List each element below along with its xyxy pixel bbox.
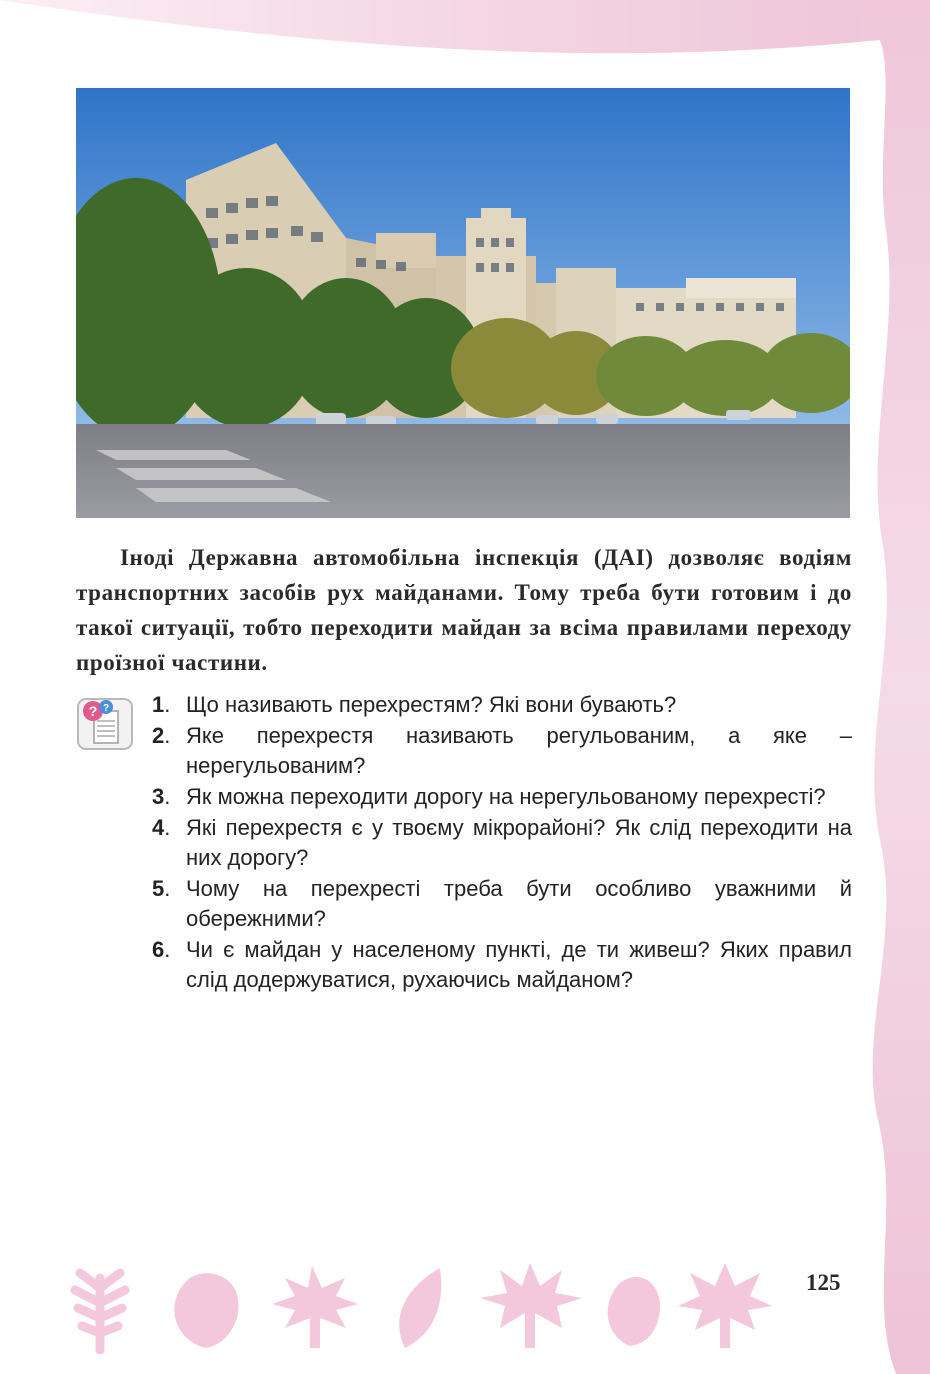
question-item xyxy=(152,935,852,995)
page-number: 125 xyxy=(806,1270,841,1295)
building-photo xyxy=(76,88,850,518)
question-number: 2 . xyxy=(152,721,170,751)
question-text: Що називають перехрестям? Які вони бувають? xyxy=(186,692,677,717)
question-number: 3 . xyxy=(152,782,170,812)
question-text: Чи є майдан у населеному пункті, де ти живеш? Яких правил слід додержуватися, рухаючись майданом? xyxy=(186,937,852,992)
question-text: Які перехрестя є у твоєму мікрорайоні? Як слід переходити на них дорогу? xyxy=(186,815,852,870)
question-item xyxy=(152,721,852,781)
pink-leaves-icon xyxy=(60,1258,780,1354)
question-item xyxy=(152,874,852,934)
question-number: 4 . xyxy=(152,813,170,843)
question-text: Яке перехрестя називають регульованим, а яке – нерегульованим? xyxy=(186,723,852,778)
questions-list xyxy=(152,690,852,996)
question-item xyxy=(152,813,852,873)
question-text: Як можна переходити дорогу на нерегульованому перехресті? xyxy=(186,784,826,809)
question-document-icon xyxy=(76,697,134,751)
question-item xyxy=(152,782,852,812)
question-number: 5 . xyxy=(152,874,170,904)
intro-paragraph: Іноді Державна автомобільна інспекція (ДАІ) дозволяє водіям транспортних засобів рух майданами. Тому треба бути готовим і до такої ситуації, тобто переходити майдан за всіма правилами переходу проїзної частини. xyxy=(76,545,852,675)
question-text: Чому на перехресті треба бути особливо уважними й обережними? xyxy=(186,876,852,931)
svg-text:?: ? xyxy=(102,703,110,714)
question-number: 6 . xyxy=(152,935,170,965)
svg-text:?: ? xyxy=(88,703,98,719)
question-item xyxy=(152,690,852,720)
question-number: 1 . xyxy=(152,690,170,720)
